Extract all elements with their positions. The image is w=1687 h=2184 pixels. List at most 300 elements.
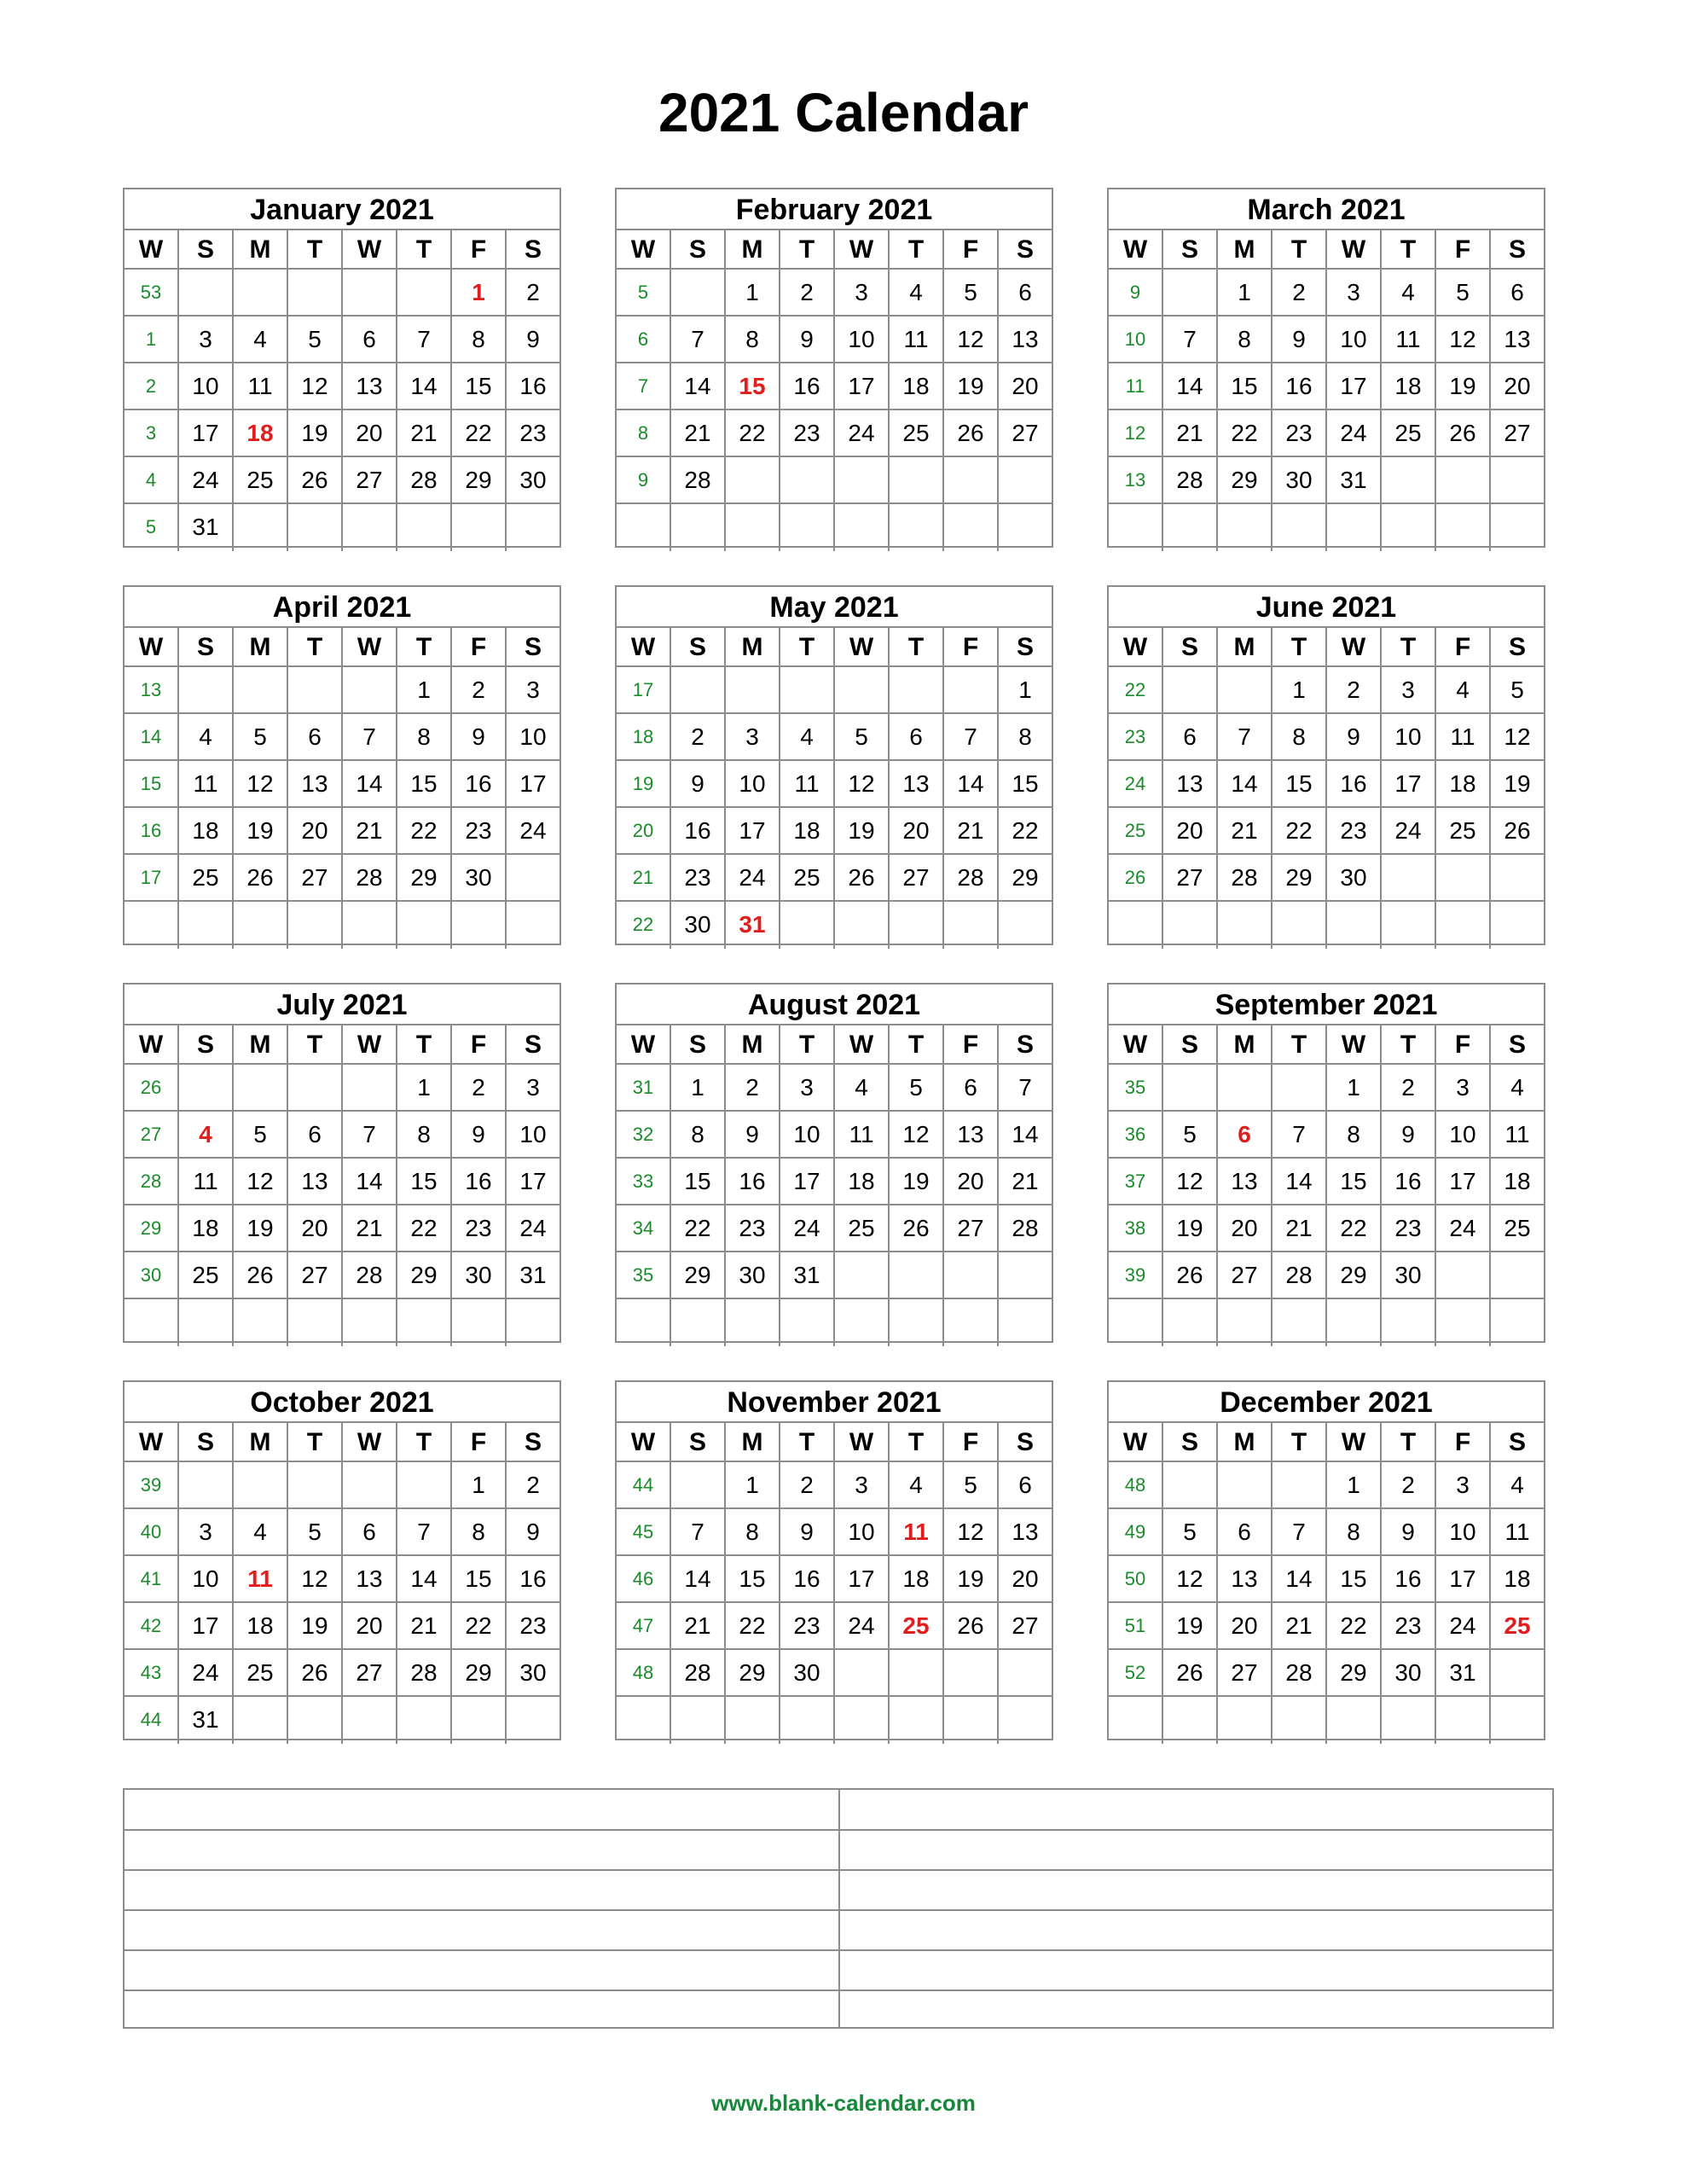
empty-day-cell bbox=[397, 1697, 452, 1744]
week-row bbox=[125, 1648, 559, 1697]
empty-day-cell bbox=[1382, 855, 1436, 902]
week-number: 45 bbox=[617, 1509, 671, 1556]
week-row bbox=[125, 1695, 559, 1744]
day-cell: 16 bbox=[780, 1556, 835, 1603]
week-row bbox=[125, 665, 559, 714]
week-number-header: W bbox=[617, 628, 671, 667]
empty-day-cell bbox=[726, 1299, 780, 1346]
day-cell: 14 bbox=[1272, 1159, 1327, 1205]
week-number: 22 bbox=[1109, 667, 1163, 714]
weekday-header: T bbox=[288, 1423, 343, 1462]
week-number: 13 bbox=[125, 667, 179, 714]
day-cell: 13 bbox=[1504, 326, 1531, 352]
day-cell: 31 bbox=[780, 1252, 835, 1299]
page-title: 2021 Calendar bbox=[658, 82, 1029, 143]
day-cell: 20 bbox=[343, 1603, 397, 1650]
week-number: 16 bbox=[125, 808, 179, 855]
weekday-header: S bbox=[524, 633, 542, 661]
day-cell: 4 bbox=[1382, 270, 1436, 317]
day-cell: 6 bbox=[1218, 1509, 1272, 1556]
day-cell: 18 bbox=[780, 808, 835, 855]
empty-day-cell bbox=[1436, 855, 1491, 902]
day-cell: 13 bbox=[288, 1159, 343, 1205]
empty-day-cell bbox=[179, 1299, 234, 1346]
weekday-header: M bbox=[726, 1025, 780, 1065]
week-number: 8 bbox=[617, 410, 671, 457]
day-cell: 5 bbox=[288, 317, 343, 363]
weekday-header: S bbox=[1016, 633, 1034, 661]
day-cell: 21 bbox=[1272, 1205, 1327, 1252]
empty-day-cell bbox=[944, 902, 999, 949]
weekday-header: M bbox=[1218, 1423, 1272, 1462]
empty-day-cell bbox=[944, 1299, 999, 1346]
week-row bbox=[617, 1554, 1052, 1603]
day-cell: 28 bbox=[1272, 1252, 1327, 1299]
empty-day-cell bbox=[1327, 1697, 1382, 1744]
weekday-header-row bbox=[617, 229, 1052, 270]
week-number: 6 bbox=[617, 317, 671, 363]
empty-day-cell bbox=[1218, 1697, 1272, 1744]
day-cell: 12 bbox=[234, 1159, 288, 1205]
day-cell: 30 bbox=[1382, 1650, 1436, 1697]
week-number: 26 bbox=[1109, 855, 1163, 902]
day-cell: 3 bbox=[1327, 270, 1382, 317]
week-row bbox=[1109, 1251, 1544, 1299]
day-cell: 7 bbox=[671, 1509, 726, 1556]
empty-day-cell bbox=[288, 1065, 343, 1112]
day-cell: 7 bbox=[1018, 1074, 1032, 1101]
day-cell: 9 bbox=[526, 1519, 540, 1545]
month-table bbox=[615, 585, 1053, 945]
day-cell: 31 bbox=[179, 1697, 234, 1744]
week-number-header: W bbox=[617, 230, 671, 270]
day-cell: 24 bbox=[179, 457, 234, 504]
week-row bbox=[125, 1507, 559, 1556]
day-cell: 6 bbox=[890, 714, 944, 761]
empty-day-cell bbox=[780, 1299, 835, 1346]
empty-day-cell bbox=[780, 902, 835, 949]
day-cell: 1 bbox=[1218, 270, 1272, 317]
day-cell: 26 bbox=[890, 1205, 944, 1252]
week-number: 27 bbox=[125, 1112, 179, 1159]
day-cell: 19 bbox=[1163, 1205, 1218, 1252]
day-cell: 31 bbox=[1327, 457, 1382, 504]
week-row bbox=[125, 759, 559, 808]
empty-day-cell bbox=[1163, 1065, 1218, 1112]
day-cell: 1 bbox=[1327, 1462, 1382, 1509]
day-cell: 1 bbox=[726, 1462, 780, 1509]
empty-day-cell bbox=[343, 1697, 397, 1744]
day-cell: 26 bbox=[1163, 1252, 1218, 1299]
day-cell: 24 bbox=[1436, 1603, 1491, 1650]
day-cell: 29 bbox=[452, 457, 507, 504]
empty-day-cell bbox=[1218, 667, 1272, 714]
day-cell: 28 bbox=[671, 1650, 726, 1697]
day-cell: 29 bbox=[397, 855, 452, 902]
week-number bbox=[125, 1299, 179, 1346]
empty-day-cell bbox=[999, 1697, 1052, 1744]
weekday-header: F bbox=[452, 1025, 507, 1065]
day-cell: 18 bbox=[890, 1556, 944, 1603]
empty-day-cell bbox=[234, 667, 288, 714]
month-table bbox=[1107, 188, 1545, 548]
week-number-header: W bbox=[1109, 230, 1163, 270]
day-cell: 14 bbox=[397, 363, 452, 410]
day-cell: 2 bbox=[780, 270, 835, 317]
empty-day-cell bbox=[671, 1462, 726, 1509]
day-cell: 16 bbox=[1382, 1556, 1436, 1603]
weekday-header-row bbox=[125, 1024, 559, 1065]
day-cell: 11 bbox=[1504, 1121, 1530, 1147]
day-cell: 25 bbox=[234, 457, 288, 504]
weekday-header: F bbox=[1436, 628, 1491, 667]
week-row bbox=[617, 853, 1052, 902]
day-cell: 29 bbox=[671, 1252, 726, 1299]
day-cell: 15 bbox=[1327, 1159, 1382, 1205]
week-row bbox=[1109, 900, 1544, 949]
weekday-header: S bbox=[671, 1423, 726, 1462]
day-cell: 13 bbox=[1163, 761, 1218, 808]
empty-day-cell bbox=[999, 1299, 1052, 1346]
empty-day-cell bbox=[835, 457, 890, 504]
weekday-header: W bbox=[835, 1025, 890, 1065]
month-title: February 2021 bbox=[735, 194, 933, 226]
day-cell: 30 bbox=[1272, 457, 1327, 504]
day-cell: 4 bbox=[1436, 667, 1491, 714]
empty-day-cell bbox=[179, 1462, 234, 1509]
day-cell: 8 bbox=[1018, 723, 1032, 750]
day-cell: 13 bbox=[1218, 1159, 1272, 1205]
weekday-header: M bbox=[726, 230, 780, 270]
day-cell: 21 bbox=[1163, 410, 1218, 457]
week-number: 35 bbox=[1109, 1065, 1163, 1112]
day-cell: 23 bbox=[452, 1205, 507, 1252]
empty-day-cell bbox=[1327, 504, 1382, 551]
month-title: May 2021 bbox=[769, 591, 899, 624]
empty-day-cell bbox=[343, 270, 397, 317]
month-table bbox=[123, 983, 561, 1343]
week-row bbox=[1109, 268, 1544, 317]
day-cell: 10 bbox=[835, 1509, 890, 1556]
empty-day-cell bbox=[288, 1697, 343, 1744]
month-table bbox=[1107, 1380, 1545, 1740]
week-number bbox=[617, 504, 671, 551]
day-cell: 10 bbox=[1436, 1509, 1491, 1556]
day-cell: 15 bbox=[397, 761, 452, 808]
weekday-header: S bbox=[1508, 235, 1526, 264]
weekday-header: S bbox=[179, 1025, 234, 1065]
day-cell: 14 bbox=[343, 1159, 397, 1205]
day-cell: 27 bbox=[1218, 1650, 1272, 1697]
week-row bbox=[1109, 1648, 1544, 1697]
weekday-header-row bbox=[1109, 1024, 1544, 1065]
weekday-header: T bbox=[890, 628, 944, 667]
empty-day-cell bbox=[1382, 902, 1436, 949]
day-cell: 13 bbox=[343, 363, 397, 410]
week-row bbox=[617, 315, 1052, 363]
day-cell: 5 bbox=[234, 714, 288, 761]
day-cell: 7 bbox=[343, 1112, 397, 1159]
empty-day-cell bbox=[179, 1065, 234, 1112]
week-row bbox=[617, 1204, 1052, 1252]
day-cell: 30 bbox=[780, 1650, 835, 1697]
weekday-header: T bbox=[1272, 1423, 1327, 1462]
empty-day-cell bbox=[780, 504, 835, 551]
empty-day-cell bbox=[1436, 1697, 1491, 1744]
day-cell: 14 bbox=[397, 1556, 452, 1603]
week-row bbox=[1109, 665, 1544, 714]
week-number bbox=[125, 902, 179, 949]
day-cell: 9 bbox=[1382, 1509, 1436, 1556]
empty-day-cell bbox=[1382, 457, 1436, 504]
weekday-header: T bbox=[397, 1025, 452, 1065]
day-cell: 23 bbox=[726, 1205, 780, 1252]
day-cell: 11 bbox=[179, 1159, 234, 1205]
day-cell: 21 bbox=[397, 1603, 452, 1650]
notes-line bbox=[125, 1909, 1552, 1911]
weekday-header: T bbox=[288, 1025, 343, 1065]
day-cell: 26 bbox=[288, 457, 343, 504]
day-cell: 24 bbox=[780, 1205, 835, 1252]
weekday-header: W bbox=[343, 628, 397, 667]
day-cell: 23 bbox=[519, 420, 547, 446]
week-row bbox=[617, 409, 1052, 457]
holiday-day-cell: 11 bbox=[234, 1556, 288, 1603]
weekday-header: S bbox=[1016, 235, 1034, 264]
week-row bbox=[125, 806, 559, 855]
day-cell: 19 bbox=[1504, 770, 1531, 797]
day-cell: 8 bbox=[1272, 714, 1327, 761]
day-cell: 7 bbox=[1163, 317, 1218, 363]
notes-line bbox=[125, 1989, 1552, 1991]
day-cell: 18 bbox=[835, 1159, 890, 1205]
week-row bbox=[617, 1157, 1052, 1205]
weekday-header: T bbox=[397, 628, 452, 667]
day-cell: 20 bbox=[944, 1159, 999, 1205]
day-cell: 29 bbox=[1327, 1650, 1382, 1697]
weekday-header: T bbox=[397, 1423, 452, 1462]
week-number: 39 bbox=[125, 1462, 179, 1509]
day-cell: 12 bbox=[944, 1509, 999, 1556]
empty-day-cell bbox=[1436, 457, 1491, 504]
day-cell: 22 bbox=[397, 1205, 452, 1252]
day-cell: 10 bbox=[179, 1556, 234, 1603]
weekday-header: W bbox=[835, 230, 890, 270]
day-cell: 15 bbox=[1327, 1556, 1382, 1603]
empty-day-cell bbox=[1163, 1462, 1218, 1509]
day-cell: 29 bbox=[452, 1650, 507, 1697]
day-cell: 20 bbox=[1504, 373, 1531, 399]
empty-day-cell bbox=[288, 504, 343, 551]
week-number: 44 bbox=[617, 1462, 671, 1509]
day-cell: 23 bbox=[780, 1603, 835, 1650]
day-cell: 14 bbox=[944, 761, 999, 808]
day-cell: 27 bbox=[890, 855, 944, 902]
weekday-header: T bbox=[1382, 230, 1436, 270]
day-cell: 15 bbox=[452, 1556, 507, 1603]
day-cell: 4 bbox=[890, 270, 944, 317]
day-cell: 7 bbox=[671, 317, 726, 363]
empty-day-cell bbox=[671, 504, 726, 551]
empty-day-cell bbox=[1327, 902, 1382, 949]
weekday-header: T bbox=[780, 230, 835, 270]
day-cell: 21 bbox=[671, 1603, 726, 1650]
day-cell: 21 bbox=[1272, 1603, 1327, 1650]
day-cell: 28 bbox=[343, 855, 397, 902]
week-number: 46 bbox=[617, 1556, 671, 1603]
week-row bbox=[1109, 1157, 1544, 1205]
day-cell: 13 bbox=[890, 761, 944, 808]
day-cell: 17 bbox=[519, 1168, 547, 1194]
empty-day-cell bbox=[1272, 504, 1327, 551]
day-cell: 16 bbox=[671, 808, 726, 855]
day-cell: 8 bbox=[726, 317, 780, 363]
week-row bbox=[617, 1298, 1052, 1346]
day-cell: 9 bbox=[780, 317, 835, 363]
day-cell: 18 bbox=[1382, 363, 1436, 410]
week-number: 23 bbox=[1109, 714, 1163, 761]
week-row bbox=[617, 1507, 1052, 1556]
empty-day-cell bbox=[671, 1299, 726, 1346]
day-cell: 31 bbox=[179, 504, 234, 551]
day-cell: 17 bbox=[519, 770, 547, 797]
day-cell: 15 bbox=[1012, 770, 1039, 797]
day-cell: 22 bbox=[452, 1603, 507, 1650]
week-number: 5 bbox=[617, 270, 671, 317]
empty-day-cell bbox=[1163, 902, 1218, 949]
day-cell: 15 bbox=[1272, 761, 1327, 808]
day-cell: 16 bbox=[1272, 363, 1327, 410]
day-cell: 28 bbox=[397, 457, 452, 504]
day-cell: 5 bbox=[890, 1065, 944, 1112]
day-cell: 13 bbox=[1012, 326, 1039, 352]
day-cell: 17 bbox=[1382, 761, 1436, 808]
day-cell: 31 bbox=[519, 1262, 547, 1288]
day-cell: 24 bbox=[179, 1650, 234, 1697]
day-cell: 11 bbox=[179, 761, 234, 808]
day-cell: 23 bbox=[780, 410, 835, 457]
week-number: 41 bbox=[125, 1556, 179, 1603]
empty-day-cell bbox=[1491, 902, 1544, 949]
weekday-header: T bbox=[1272, 230, 1327, 270]
day-cell: 4 bbox=[835, 1065, 890, 1112]
weekday-header: S bbox=[179, 230, 234, 270]
week-row bbox=[1109, 1695, 1544, 1744]
day-cell: 26 bbox=[234, 1252, 288, 1299]
day-cell: 20 bbox=[890, 808, 944, 855]
empty-day-cell bbox=[179, 270, 234, 317]
day-cell: 7 bbox=[397, 317, 452, 363]
day-cell: 6 bbox=[343, 1509, 397, 1556]
week-row bbox=[617, 759, 1052, 808]
day-cell: 27 bbox=[1012, 420, 1039, 446]
empty-day-cell bbox=[288, 1299, 343, 1346]
week-row bbox=[617, 1601, 1052, 1650]
day-cell: 3 bbox=[179, 1509, 234, 1556]
week-row bbox=[617, 1251, 1052, 1299]
month-table bbox=[123, 188, 561, 548]
day-cell: 20 bbox=[1012, 373, 1039, 399]
week-number: 31 bbox=[617, 1065, 671, 1112]
weekday-header: S bbox=[1163, 230, 1218, 270]
day-cell: 17 bbox=[179, 410, 234, 457]
week-row bbox=[617, 362, 1052, 410]
day-cell: 23 bbox=[671, 855, 726, 902]
empty-day-cell bbox=[835, 1299, 890, 1346]
week-number: 2 bbox=[125, 363, 179, 410]
holiday-day-cell: 6 bbox=[1218, 1112, 1272, 1159]
day-cell: 4 bbox=[890, 1462, 944, 1509]
empty-day-cell bbox=[1163, 504, 1218, 551]
week-number: 26 bbox=[125, 1065, 179, 1112]
day-cell: 3 bbox=[179, 317, 234, 363]
weekday-header: F bbox=[944, 1025, 999, 1065]
week-row bbox=[1109, 712, 1544, 761]
day-cell: 3 bbox=[526, 1074, 540, 1101]
day-cell: 10 bbox=[1327, 317, 1382, 363]
week-row bbox=[1109, 1298, 1544, 1346]
week-number bbox=[617, 1697, 671, 1744]
month-title: December 2021 bbox=[1220, 1386, 1433, 1419]
empty-day-cell bbox=[179, 667, 234, 714]
day-cell: 5 bbox=[1163, 1112, 1218, 1159]
footer-link[interactable]: www.blank-calendar.com bbox=[711, 2090, 976, 2116]
empty-day-cell bbox=[780, 1697, 835, 1744]
day-cell: 26 bbox=[944, 410, 999, 457]
empty-day-cell bbox=[452, 902, 507, 949]
day-cell: 7 bbox=[343, 714, 397, 761]
week-row bbox=[1109, 1601, 1544, 1650]
empty-day-cell bbox=[890, 902, 944, 949]
weekday-header: S bbox=[1163, 628, 1218, 667]
notes-line bbox=[125, 1949, 1552, 1951]
month-table bbox=[123, 1380, 561, 1740]
empty-day-cell bbox=[343, 1299, 397, 1346]
day-cell: 28 bbox=[944, 855, 999, 902]
day-cell: 20 bbox=[1012, 1565, 1039, 1592]
weekday-header: W bbox=[1327, 628, 1382, 667]
week-row bbox=[125, 712, 559, 761]
day-cell: 27 bbox=[288, 855, 343, 902]
empty-day-cell bbox=[1272, 902, 1327, 949]
week-number: 12 bbox=[1109, 410, 1163, 457]
day-cell: 2 bbox=[452, 667, 507, 714]
week-number-header: W bbox=[125, 1025, 179, 1065]
day-cell: 5 bbox=[835, 714, 890, 761]
day-cell: 27 bbox=[343, 457, 397, 504]
day-cell: 16 bbox=[780, 363, 835, 410]
week-row bbox=[125, 268, 559, 317]
day-cell: 17 bbox=[179, 1603, 234, 1650]
weekday-header: M bbox=[234, 1025, 288, 1065]
weekday-header: S bbox=[1016, 1031, 1034, 1059]
week-number: 14 bbox=[125, 714, 179, 761]
month-title: June 2021 bbox=[1255, 591, 1397, 624]
day-cell: 6 bbox=[288, 714, 343, 761]
notes-line bbox=[125, 1869, 1552, 1871]
day-cell: 25 bbox=[890, 410, 944, 457]
week-number bbox=[1109, 902, 1163, 949]
day-cell: 16 bbox=[1327, 761, 1382, 808]
week-row bbox=[125, 315, 559, 363]
empty-day-cell bbox=[1436, 504, 1491, 551]
day-cell: 3 bbox=[835, 1462, 890, 1509]
day-cell: 6 bbox=[944, 1065, 999, 1112]
day-cell: 19 bbox=[288, 1603, 343, 1650]
day-cell: 24 bbox=[519, 1215, 547, 1241]
weekday-header: T bbox=[397, 230, 452, 270]
day-cell: 23 bbox=[519, 1612, 547, 1639]
